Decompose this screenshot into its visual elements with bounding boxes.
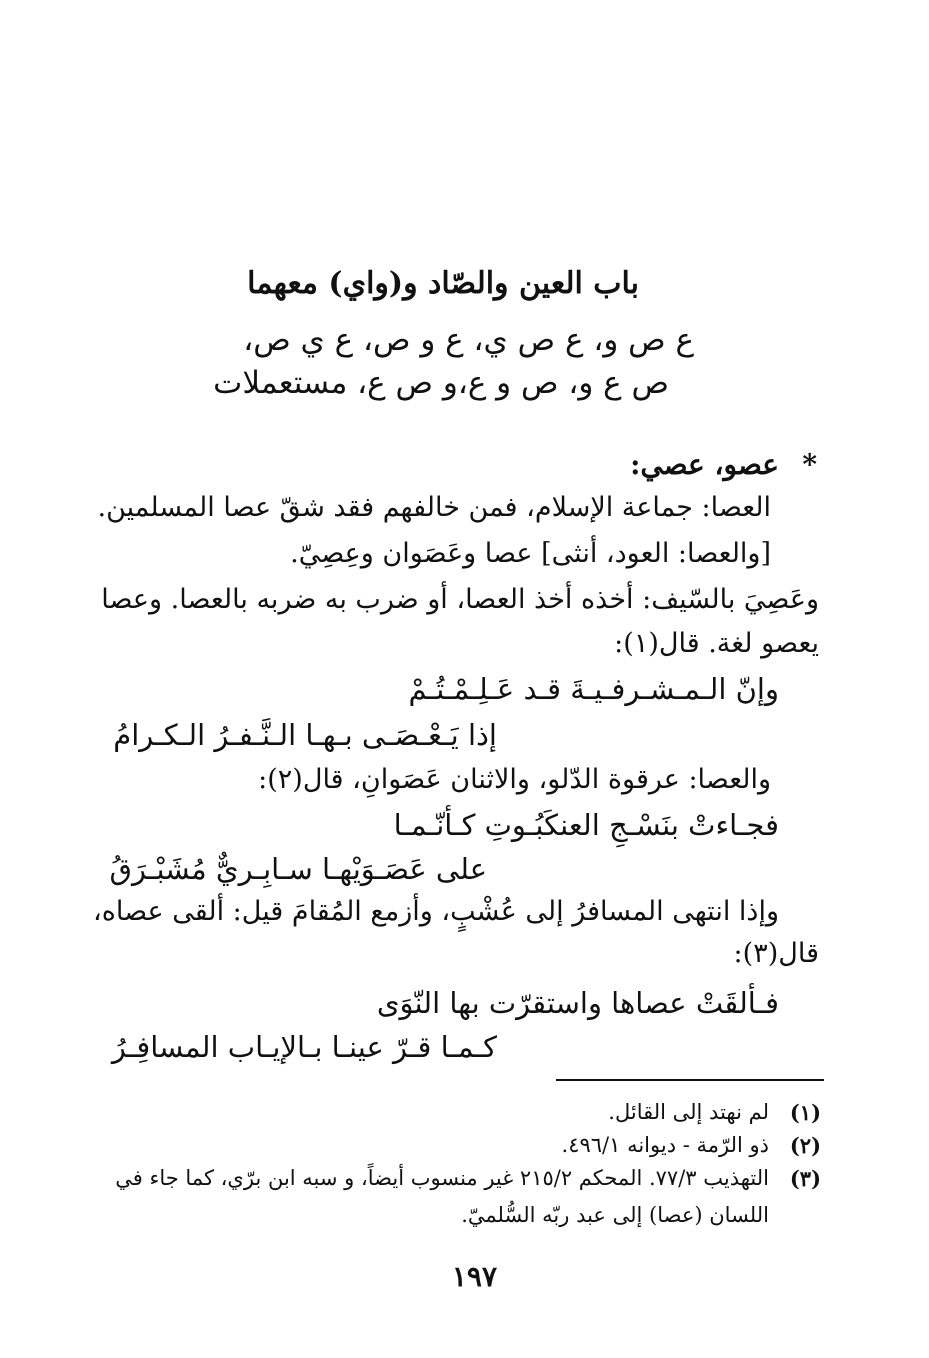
footnote-3-number: (٣) [789,1166,821,1191]
verse-3-hemistich-1: فـألقَتْ عصاها واستقرّت بها النّوَى [376,986,779,1020]
footnote-3-text-continued: اللسان (عصا) إلى عبد ربّه السُّلميّ. [461,1203,769,1227]
entry-marker: * [802,448,817,481]
entry-line-3: وعَصِيَ بالسّيف: أخذه أخذ العصا، أو ضرب به ضربه بالعصا. وعصا [101,584,819,615]
entry-line-6: وإذا انتهى المسافرُ إلى عُشْبٍ، وأزمع المُقامَ قيل: ألقى عصاه، [93,896,779,927]
footnote-2-text: ذو الرّمة - ديوانه ٤٩٦/١. [561,1133,769,1157]
verse-3-hemistich-2: كـمـا قـرّ عينـا بـالإيـاب المسافِـرُ [111,1030,497,1064]
verse-1-hemistich-2: إذا يَـعْـصَـى بـهـا الـنَّـفـرُ الـكـرامُ [113,718,497,752]
footnote-rule [556,1079,824,1081]
footnote-1-number: (١) [789,1100,821,1125]
footnote-1-text: لم نهتد إلى القائل. [608,1100,769,1124]
verse-2-hemistich-2: على عَصَـوَيْهـا سـابِـريٌّ مُشَبْـرَقُ [109,852,487,886]
entry-line-2: [والعصا: العود، أنثى] عصا وعَصَوان وعِصِيّ. [290,538,771,569]
footnote-3-text: التهذيب ٧٧/٣. المحكم ٢١٥/٢ غير منسوب أيضاً، و سبه ابن برّي، كما جاء في [115,1166,769,1190]
roots-line-1: ع ص و، ع ص ي، ع و ص، ع ي ص، [243,322,694,358]
entry-line-7: قال(٣): [733,938,819,969]
entry-line-4: يعصو لغة. قال(١): [614,628,819,659]
verse-1-hemistich-1: وإنّ الـمـشـرفـيـةَ قـد عَـلِـمْـتُـمْ [408,672,779,706]
entry-heading: عصو، عصي: [630,448,779,481]
chapter-title: باب العين والصّاد و(واي) معهما [247,266,639,301]
roots-line-2: ص ع و، ص و ع،و ص ع، مستعملات [213,365,669,401]
page-number: ١٩٧ [451,1260,497,1293]
verse-2-hemistich-1: فجـاءتْ بنَسْـجِ العنكَبُـوتِ كـأنّـمـا [393,808,779,842]
entry-line-1: العصا: جماعة الإسلام، فمن خالفهم فقد شقّ عصا المسلمين. [97,492,771,523]
entry-line-5: والعصا: عرقوة الدّلو، والاثنان عَصَوانِ، قال(٢): [258,764,771,795]
footnote-2-number: (٢) [789,1133,821,1158]
